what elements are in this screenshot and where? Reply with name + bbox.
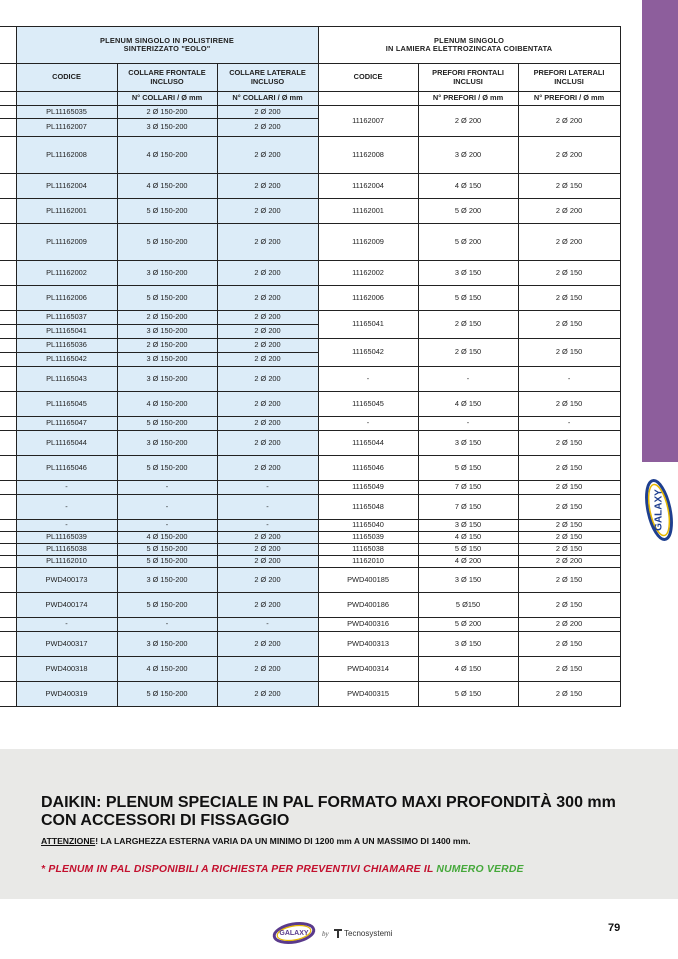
tecnosystemi-icon [334,929,342,938]
cell-codice-polistirene: PL11162001 [16,199,117,224]
table-row [0,286,620,311]
table-body [0,106,620,707]
table-row [0,199,620,224]
cell-prefori-laterali: 2 Ø 150 [518,339,620,367]
cell-collare-laterale: 2 Ø 200 [217,353,318,367]
band-note [41,836,471,846]
cell-collare-laterale: - [217,618,318,632]
table-row [0,568,620,593]
cell-codice-lamiera: 11162002 [318,261,418,286]
cell-collare-frontale: 3 Ø 150-200 [117,261,217,286]
cell-codice-lamiera: 11165038 [318,544,418,556]
cell-codice-polistirene: PL11165038 [16,544,117,556]
table-edge-cell [0,618,16,632]
cell-codice-lamiera: PWD400316 [318,618,418,632]
table-edge-cell [0,311,16,325]
table-row [0,431,620,456]
cell-codice-polistirene: PL11162006 [16,286,117,311]
table-row [0,682,620,707]
col-header-prefori-laterali: PREFORI LATERALI INCLUSI [518,64,620,92]
lamiera-title-line2: IN LAMIERA ELETTROZINCATA COIBENTATA [385,44,553,53]
cell-codice-lamiera: PWD400314 [318,657,418,682]
band-note-label: ATTENZIONE [41,836,96,846]
numero-verde-label: NUMERO VERDE [436,864,524,875]
cell-prefori-frontali: 5 Ø 150 [418,456,518,481]
cell-collare-laterale: 2 Ø 200 [217,682,318,707]
cell-collare-laterale: 2 Ø 200 [217,261,318,286]
cell-collare-laterale: 2 Ø 200 [217,367,318,392]
table-edge-cell [0,632,16,657]
cell-prefori-laterali: 2 Ø 150 [518,431,620,456]
footer-by-text: by [322,930,329,938]
cell-collare-laterale: 2 Ø 200 [217,119,318,137]
subheader-collari-frontale: N° COLLARI / Ø mm [117,92,217,106]
cell-codice-polistirene: - [16,495,117,520]
cell-prefori-frontali: 4 Ø 150 [418,174,518,199]
cell-collare-laterale: 2 Ø 200 [217,632,318,657]
cell-codice-lamiera: 11162004 [318,174,418,199]
cell-codice-polistirene: - [16,618,117,632]
polistirene-title-line2: SINTERIZZATO "EOLO" [123,44,211,53]
table-row [0,657,620,682]
col-header-codice-right: CODICE [318,64,418,92]
cell-prefori-frontali: 2 Ø 150 [418,311,518,339]
table-row [0,261,620,286]
table-row [0,456,620,481]
cell-collare-laterale: - [217,520,318,532]
table-row [0,520,620,532]
subheader-collari-laterale: N° COLLARI / Ø mm [217,92,318,106]
cell-codice-lamiera: 11165042 [318,339,418,367]
table-edge-cell [0,556,16,568]
table-edge-cell [0,261,16,286]
table-row [0,417,620,431]
footer-galaxy-text: GALAXY [279,930,309,937]
cell-prefori-laterali: 2 Ø 150 [518,520,620,532]
col-header-collare-laterale: COLLARE LATERALE INCLUSO [217,64,318,92]
page-number: 79 [608,922,621,934]
cell-collare-laterale: 2 Ø 200 [217,339,318,353]
cell-prefori-laterali: 2 Ø 150 [518,593,620,618]
cell-prefori-laterali: 2 Ø 150 [518,495,620,520]
polistirene-title-line1: PLENUM SINGOLO IN POLISTIRENE [100,35,234,45]
footer-logo [272,918,412,946]
col-header-collare-frontale: COLLARE FRONTALE INCLUSO [117,64,217,92]
table-edge-cell [0,532,16,544]
cell-codice-polistirene: - [16,520,117,532]
col-header-codice-left: CODICE [16,64,117,92]
cell-collare-frontale: 5 Ø 150-200 [117,417,217,431]
cell-collare-laterale: 2 Ø 200 [217,456,318,481]
cell-collare-frontale: 5 Ø 150-200 [117,544,217,556]
cell-codice-lamiera: 11162006 [318,286,418,311]
cell-collare-frontale: 5 Ø 150-200 [117,682,217,707]
cell-collare-frontale: - [117,481,217,495]
cell-codice-lamiera: 11162001 [318,199,418,224]
cell-collare-frontale: 3 Ø 150-200 [117,353,217,367]
subheader-prefori-laterali: N° PREFORI / Ø mm [518,92,620,106]
cell-prefori-laterali: - [518,367,620,392]
table-edge-cell [0,417,16,431]
table-row [0,339,620,353]
side-accent-bar [642,0,678,462]
cell-prefori-laterali: 2 Ø 150 [518,481,620,495]
band-title: DAIKIN: PLENUM SPECIALE IN PAL FORMATO MAXI PROFONDITÀ 300 mm CON ACCESSORI DI FISSAGGIO [41,794,616,830]
cell-collare-frontale: 4 Ø 150-200 [117,532,217,544]
cell-codice-lamiera: 11165039 [318,532,418,544]
cell-codice-polistirene: PL11162002 [16,261,117,286]
cell-prefori-laterali: 2 Ø 200 [518,618,620,632]
cell-collare-frontale: 3 Ø 150-200 [117,431,217,456]
cell-collare-frontale: 3 Ø 150-200 [117,632,217,657]
table-row [0,224,620,261]
cell-codice-polistirene: PWD400173 [16,568,117,593]
cell-collare-frontale: 3 Ø 150-200 [117,325,217,339]
cell-codice-lamiera: 11165044 [318,431,418,456]
cell-prefori-laterali: 2 Ø 150 [518,311,620,339]
cell-collare-frontale: 5 Ø 150-200 [117,593,217,618]
cell-prefori-frontali: 7 Ø 150 [418,481,518,495]
cell-codice-polistirene: PL11162004 [16,174,117,199]
table-edge-cell [0,568,16,593]
cell-collare-laterale: 2 Ø 200 [217,544,318,556]
table-row [0,137,620,174]
cell-collare-laterale: 2 Ø 200 [217,568,318,593]
cell-codice-polistirene: PL11162009 [16,224,117,261]
cell-prefori-laterali: 2 Ø 150 [518,532,620,544]
cell-collare-frontale: 3 Ø 150-200 [117,119,217,137]
cell-codice-lamiera: PWD400186 [318,593,418,618]
cell-codice-polistirene: - [16,481,117,495]
cell-prefori-frontali: 2 Ø 150 [418,339,518,367]
table-edge-cell [0,119,16,137]
cell-prefori-laterali: 2 Ø 150 [518,568,620,593]
cell-prefori-laterali: 2 Ø 200 [518,199,620,224]
cell-codice-lamiera: 11165046 [318,456,418,481]
cell-codice-polistirene: PWD400174 [16,593,117,618]
table-edge-cell [0,431,16,456]
cell-prefori-frontali: 4 Ø 150 [418,657,518,682]
cell-prefori-frontali: 5 Ø 200 [418,199,518,224]
cell-collare-laterale: 2 Ø 200 [217,106,318,119]
cell-prefori-frontali: 2 Ø 200 [418,106,518,137]
cell-prefori-frontali: 5 Ø 200 [418,224,518,261]
cell-codice-lamiera: 11165049 [318,481,418,495]
table-edge-cell [0,353,16,367]
cell-codice-polistirene: PL11165039 [16,532,117,544]
cell-collare-laterale: 2 Ø 200 [217,417,318,431]
lamiera-group-header [318,27,620,64]
cell-prefori-frontali: 3 Ø 150 [418,520,518,532]
cell-collare-laterale: 2 Ø 200 [217,286,318,311]
cell-prefori-laterali: 2 Ø 200 [518,556,620,568]
cell-codice-polistirene: PL11165044 [16,431,117,456]
table-edge-cell [0,682,16,707]
table-edge-cell [0,106,16,119]
table-row [0,593,620,618]
cell-collare-frontale: - [117,495,217,520]
cell-codice-polistirene: PL11165041 [16,325,117,339]
table-edge-cell [0,27,16,64]
table-row [0,495,620,520]
cell-prefori-frontali: 3 Ø 150 [418,568,518,593]
cell-collare-frontale: 5 Ø 150-200 [117,286,217,311]
table-edge-cell [0,92,16,106]
cell-prefori-laterali: 2 Ø 150 [518,632,620,657]
cell-collare-laterale: 2 Ø 200 [217,392,318,417]
cell-codice-polistirene: PL11162010 [16,556,117,568]
table-row [0,392,620,417]
table-row [0,367,620,392]
cell-codice-polistirene: PL11165037 [16,311,117,325]
cell-codice-polistirene: PL11165046 [16,456,117,481]
cell-collare-frontale: 2 Ø 150-200 [117,311,217,325]
cell-codice-polistirene: PWD400319 [16,682,117,707]
cell-codice-lamiera: 11162008 [318,137,418,174]
cell-collare-laterale: 2 Ø 200 [217,137,318,174]
cell-prefori-frontali: 3 Ø 200 [418,137,518,174]
cell-prefori-frontali: 4 Ø 200 [418,556,518,568]
cell-codice-polistirene: PL11165045 [16,392,117,417]
cell-codice-lamiera: 11162007 [318,106,418,137]
cell-prefori-laterali: 2 Ø 200 [518,137,620,174]
cell-codice-lamiera: 11165041 [318,311,418,339]
table-edge-cell [0,286,16,311]
cell-prefori-laterali: 2 Ø 200 [518,106,620,137]
cell-codice-polistirene: PWD400318 [16,657,117,682]
cell-prefori-laterali: 2 Ø 150 [518,174,620,199]
cell-collare-frontale: - [117,520,217,532]
cell-prefori-laterali: 2 Ø 150 [518,682,620,707]
cell-collare-laterale: 2 Ø 200 [217,325,318,339]
cell-prefori-laterali: 2 Ø 150 [518,544,620,556]
cell-codice-polistirene: PL11165036 [16,339,117,353]
cell-collare-frontale: 4 Ø 150-200 [117,174,217,199]
cell-collare-laterale: 2 Ø 200 [217,556,318,568]
cell-collare-frontale: 2 Ø 150-200 [117,339,217,353]
table-edge-cell [0,593,16,618]
table-edge-cell [0,544,16,556]
cell-prefori-frontali: 4 Ø 150 [418,392,518,417]
side-logo-text: GALAXY [653,489,665,531]
table-row [0,481,620,495]
cell-prefori-frontali: 5 Ø 150 [418,544,518,556]
cell-codice-polistirene: PL11165042 [16,353,117,367]
table-edge-cell [0,64,16,92]
cell-collare-laterale: 2 Ø 200 [217,532,318,544]
cell-collare-frontale: 4 Ø 150-200 [117,392,217,417]
cell-collare-frontale: 5 Ø 150-200 [117,199,217,224]
cell-codice-polistirene: PL11165035 [16,106,117,119]
cell-codice-lamiera: 11165048 [318,495,418,520]
table-edge-cell [0,520,16,532]
cell-collare-frontale: 2 Ø 150-200 [117,106,217,119]
cell-prefori-frontali: 7 Ø 150 [418,495,518,520]
cell-codice-lamiera: 11162010 [318,556,418,568]
cell-codice-lamiera: PWD400185 [318,568,418,593]
polistirene-group-header [16,27,318,64]
cell-collare-laterale: 2 Ø 200 [217,593,318,618]
table-row [0,174,620,199]
cell-prefori-frontali: 4 Ø 150 [418,532,518,544]
cell-codice-lamiera: - [318,367,418,392]
table-edge-cell [0,481,16,495]
table-edge-cell [0,495,16,520]
band-note-text: ! LA LARGHEZZA ESTERNA VARIA DA UN MINIMO DI 1200 mm A UN MASSIMO DI 1400 mm. [95,836,471,846]
cell-collare-frontale: 5 Ø 150-200 [117,224,217,261]
table-edge-cell [0,339,16,353]
footer-brand-text: Tecnosystemi [344,929,393,938]
cell-codice-lamiera: 11165040 [318,520,418,532]
cell-codice-lamiera: PWD400315 [318,682,418,707]
cell-codice-polistirene: PL11165047 [16,417,117,431]
cell-collare-laterale: 2 Ø 200 [217,657,318,682]
cell-collare-laterale: - [217,481,318,495]
table-row [0,106,620,119]
table-edge-cell [0,367,16,392]
subheader-empty [16,92,117,106]
cell-prefori-laterali: 2 Ø 150 [518,456,620,481]
cell-codice-lamiera: 11162009 [318,224,418,261]
cell-collare-frontale: - [117,618,217,632]
cell-collare-frontale: 3 Ø 150-200 [117,367,217,392]
cell-codice-polistirene: PWD400317 [16,632,117,657]
cell-codice-lamiera: 11165045 [318,392,418,417]
band-offer [41,864,524,875]
subheader-prefori-frontali: N° PREFORI / Ø mm [418,92,518,106]
cell-collare-laterale: 2 Ø 200 [217,224,318,261]
table-edge-cell [0,174,16,199]
band-offer-text: * PLENUM IN PAL DISPONIBILI A RICHIESTA PER PREVENTIVI CHIAMARE IL [41,864,437,875]
cell-collare-laterale: 2 Ø 200 [217,174,318,199]
table-edge-cell [0,224,16,261]
table-edge-cell [0,325,16,339]
cell-collare-frontale: 4 Ø 150-200 [117,657,217,682]
lamiera-title-line1: PLENUM SINGOLO [433,35,505,45]
cell-prefori-laterali: 2 Ø 150 [518,392,620,417]
side-galaxy-logo [640,470,678,550]
cell-collare-laterale: 2 Ø 200 [217,199,318,224]
cell-prefori-frontali: 5 Ø 150 [418,286,518,311]
cell-prefori-frontali: - [418,367,518,392]
cell-codice-polistirene: PL11165043 [16,367,117,392]
cell-collare-laterale: 2 Ø 200 [217,311,318,325]
table-edge-cell [0,392,16,417]
cell-prefori-laterali: 2 Ø 150 [518,286,620,311]
cell-prefori-laterali: - [518,417,620,431]
cell-prefori-frontali: 3 Ø 150 [418,632,518,657]
cell-prefori-frontali: 3 Ø 150 [418,431,518,456]
plenum-table [0,26,621,707]
table-edge-cell [0,199,16,224]
cell-codice-lamiera: PWD400313 [318,632,418,657]
cell-collare-frontale: 5 Ø 150-200 [117,456,217,481]
cell-collare-laterale: 2 Ø 200 [217,431,318,456]
table-row [0,544,620,556]
cell-prefori-frontali: - [418,417,518,431]
cell-prefori-frontali: 5 Ø150 [418,593,518,618]
cell-prefori-frontali: 5 Ø 200 [418,618,518,632]
cell-collare-laterale: - [217,495,318,520]
table-row [0,632,620,657]
table-edge-cell [0,657,16,682]
cell-codice-lamiera: - [318,417,418,431]
col-header-prefori-frontali: PREFORI FRONTALI INCLUSI [418,64,518,92]
table-row [0,532,620,544]
cell-prefori-laterali: 2 Ø 150 [518,261,620,286]
cell-collare-frontale: 3 Ø 150-200 [117,568,217,593]
cell-collare-frontale: 4 Ø 150-200 [117,137,217,174]
cell-codice-polistirene: PL11162008 [16,137,117,174]
cell-prefori-frontali: 5 Ø 150 [418,682,518,707]
cell-prefori-laterali: 2 Ø 200 [518,224,620,261]
table-row [0,618,620,632]
cell-prefori-laterali: 2 Ø 150 [518,657,620,682]
cell-collare-frontale: 5 Ø 150-200 [117,556,217,568]
subheader-empty [318,92,418,106]
table-edge-cell [0,137,16,174]
table-row [0,311,620,325]
cell-codice-polistirene: PL11162007 [16,119,117,137]
table-row [0,556,620,568]
cell-prefori-frontali: 3 Ø 150 [418,261,518,286]
table-edge-cell [0,456,16,481]
